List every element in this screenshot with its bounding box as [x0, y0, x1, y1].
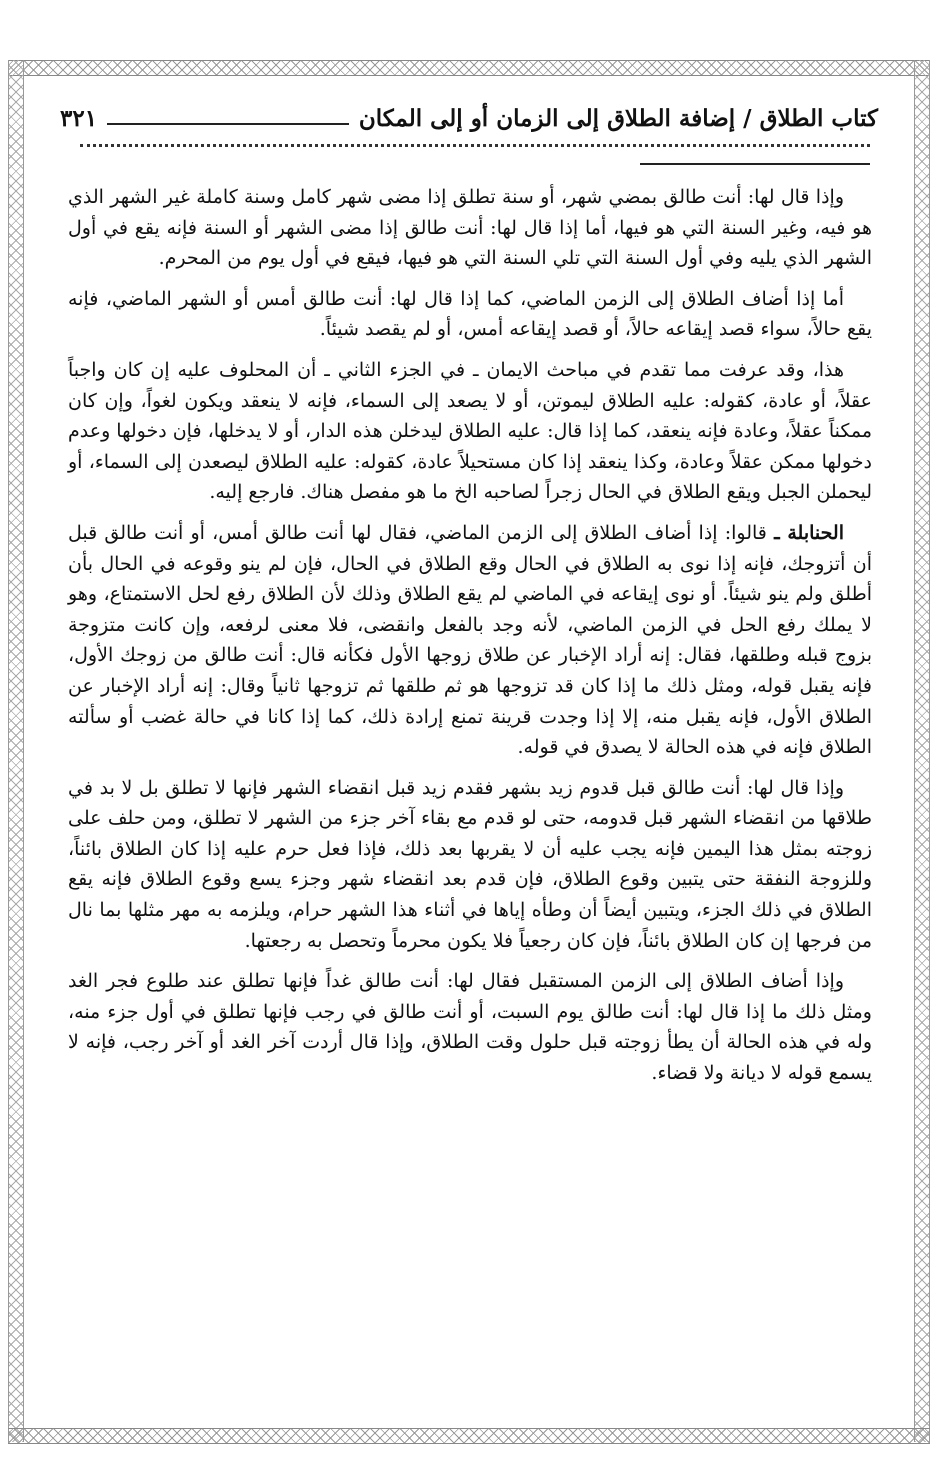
- paragraph: وإذا قال لها: أنت طالق بمضي شهر، أو سنة تطلق إذا مضى شهر كامل وسنة كاملة غير الشهر الذي هو فيه، وغير السنة التي هو فيها، أما إذا قال لها: أنت طالق إذا مضى الشهر أو السنة فإنه يقع في أول الشهر الذي يليه وفي أول السنة التي تلي السنة التي هو فيها، فيقع في أول يوم من المحرم.: [68, 186, 872, 270]
- ornamental-border-right: [914, 60, 930, 1442]
- paragraph: الحنابلة ـ قالوا: إذا أضاف الطلاق إلى الزمن الماضي، فقال لها أنت طالق أمس، أو أنت طالق قبل أن أتزوجك، فإنه إذا نوى به الطلاق في الحال وقع الطلاق في الحال، فإن لم ينو وقوعه في الحال بأن أطلق ولم ينو شيئاً. أو نوى إيقاعه في الماضي لم يقع الطلاق وذلك لأن الطلاق رفع لحل الاستمتاع، وهو لا يملك رفع الحل في الزمن الماضي، لأنه وجد بالفعل وانقضى، فلا معنى لرفعه، وإن كانت متزوجة بزوج قبله وطلقها، فقال: إنه أراد الإخبار عن طلاق زوجها الأول فكأنه قال: أنت طالق من زوجك الأول، فإنه يقبل قوله، ومثل ذلك ما إذا كان قد تزوجها هو ثم طلقها ثم تزوجها ثانياً وقال: إنه أراد الإخبار عن الطلاق الأول، فإنه يقبل منه، إلا إذا وجدت قرينة تمنع إرادة ذلك، كما إذا كانا في حالة غضب أو سألته الطلاق فإنه في هذه الحالة لا يصدق في قوله.: [68, 521, 872, 759]
- paragraph-lead: الحنابلة ـ: [774, 521, 844, 544]
- page-body: [68, 182, 872, 1099]
- ornamental-border-left: [8, 60, 24, 1442]
- paragraph: وإذا قال لها: أنت طالق قبل قدوم زيد بشهر فقدم زيد قبل انقضاء الشهر فإنها لا تطلق بل لا بد في طلاقها من انقضاء الشهر قبل قدومه، حتى لو قدم مع بقاء آخر جزء من الشهر لا تطلق، ومن حلف على زوجته بمثل هذا اليمين فإنه يجب عليه أن لا يقربها بعد ذلك، فإذا فعل حرم عليه إذا كان الطلاق بائناً، وللزوجة النفقة حتى يتبين وقوع الطلاق، فإن قدم بعد انقضاء شهر وجزء يسع وقوع الطلاق فإنه يقع الطلاق في ذلك الجزء، ويتبين أيضاً أن وطأه إياها في أثناء هذا الشهر حرام، ويلزمه به مهر مثلها بما نال من فرجها إن كان الطلاق بائناً، فإن كان رجعياً فلا يكون محرماً وتحصل به رجعتها.: [68, 776, 872, 952]
- paragraph: وإذا أضاف الطلاق إلى الزمن المستقبل فقال لها: أنت طالق غداً فإنها تطلق عند طلوع فجر الغد ومثل ذلك ما إذا قال لها: أنت طالق يوم السبت، أو أنت طالق في رجب فإنها تطلق في أول جزء منه، وله في هذه الحالة أن يطأ زوجته قبل حلول وقت الطلاق، وإذا قال أردت آخر الغد أو آخر رجب، فإنه لا يسمع قوله لا ديانة ولا قضاء.: [68, 970, 872, 1085]
- paragraph: أما إذا أضاف الطلاق إلى الزمن الماضي، كما إذا قال لها: أنت طالق أمس أو الشهر الماضي، فإنه يقع حالاً، سواء قصد إيقاعه حالاً، أو قصد إيقاعه أمس، أو لم يقصد شيئاً.: [68, 287, 872, 341]
- header-title: كتاب الطلاق / إضافة الطلاق إلى الزمان أو إلى المكان: [358, 104, 878, 132]
- page-number: ٣٢١: [60, 104, 98, 132]
- dotted-separator: [80, 138, 870, 147]
- short-rule: [640, 163, 870, 165]
- ornamental-border-top: [8, 60, 930, 76]
- running-header: [60, 100, 878, 136]
- ornamental-border-bottom: [8, 1428, 930, 1444]
- paragraph: هذا، وقد عرفت مما تقدم في مباحث الايمان ـ في الجزء الثاني ـ أن المحلوف عليه إن كان واجباً عقلاً، أو عادة، كقوله: عليه الطلاق ليموتن، أو لا يصعد إلى السماء، فإنه لا ينعقد ويكون لغواً، وإن كان ممكناً عقلاً، وعادة فإنه ينعقد، كما إذا قال: عليه الطلاق ليدخلن هذه الدار، أو لا يدخلها، فإن دخولها وعدم دخولها ممكن عقلاً وعادة، وكذا ينعقد إذا كان مستحيلاً عادة، كقوله: عليه الطلاق ليصعدن إلى السماء، أو ليحملن الجبل ويقع الطلاق في الحال زجراً لصاحبه الخ ما هو مفصل هناك. فارجع إليه.: [68, 358, 872, 504]
- header-rule: [107, 111, 349, 125]
